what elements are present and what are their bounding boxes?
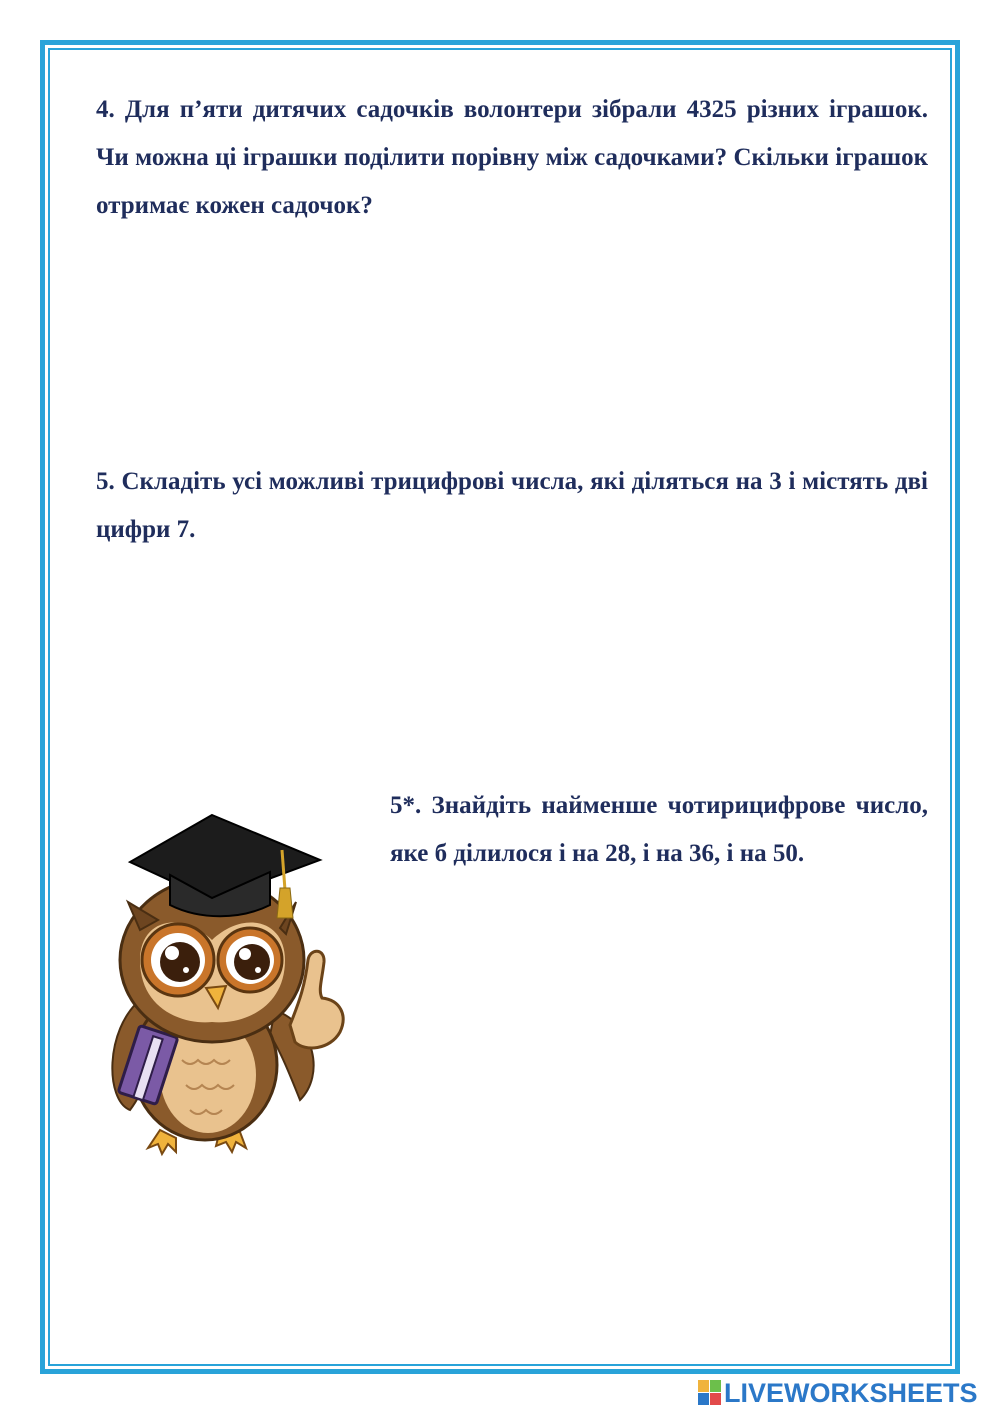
liveworksheets-logo-icon: [698, 1380, 722, 1406]
liveworksheets-brand-text: LIVEWORKSHEETS: [724, 1377, 978, 1408]
task-5-star-text: 5*. Знайдіть найменше чотирицифрове число, яке б ділилося і на 28, і на 36, і на 50.: [390, 792, 928, 867]
page-border-inner: [48, 48, 952, 1366]
liveworksheets-brand: [698, 1378, 978, 1408]
task-5-text: 5. Складіть усі можливі трицифрові числа, які діляться на 3 і містять дві цифри 7.: [96, 468, 928, 543]
owl-with-graduation-cap-icon: [100, 810, 355, 1160]
task-4-text: 4. Для п’яти дитячих садочків волонтери зібрали 4325 різних іграшок. Чи можна ці іграшки поділити порівну між садочками? Скільки іграшок отримає кожен садочок?: [96, 96, 928, 219]
